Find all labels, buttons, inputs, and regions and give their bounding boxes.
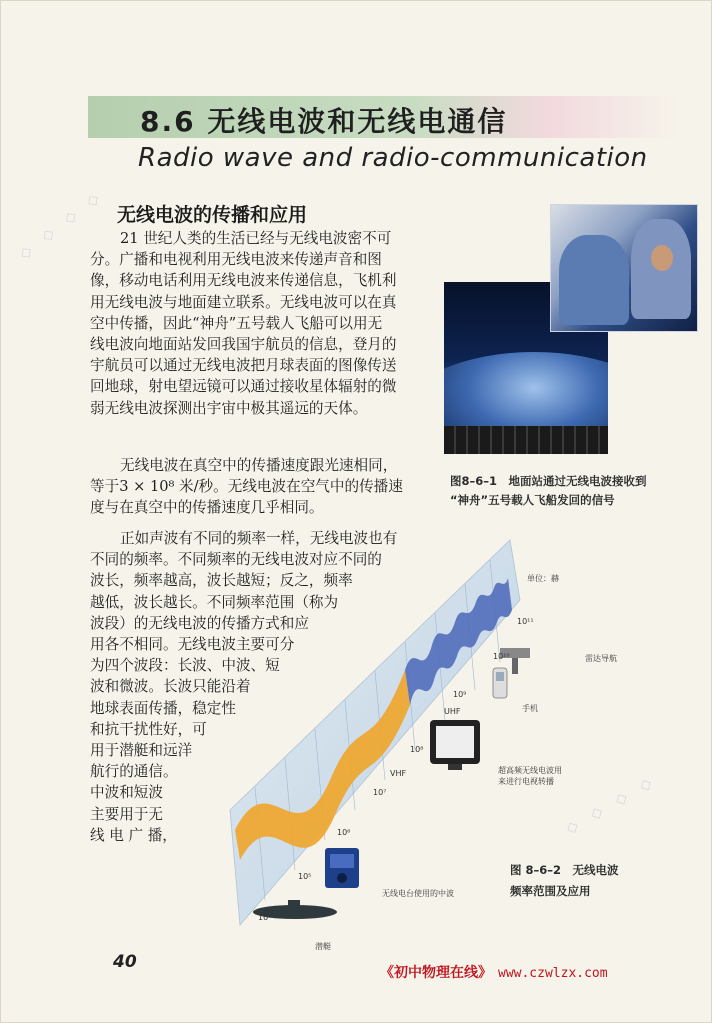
text-line: 用无线电波与地面建立联系。无线电波可以在真 (90, 293, 397, 311)
astronaut-inset-photo (550, 204, 698, 332)
label-radar-navigation: 雷达导航 (585, 654, 617, 663)
astronaut-suit (559, 235, 629, 325)
text-line: 弱无线电波探测出宇宙中极其遥远的天体。 (90, 399, 368, 417)
footer-site-link[interactable] (380, 962, 608, 982)
text-line: 为四个波段：长波、中波、短 (90, 657, 280, 675)
text-line: 线 电 广 播， (90, 826, 177, 844)
text-line: 用于潜艇和远洋 (90, 742, 193, 760)
figure2-caption (510, 860, 619, 902)
mobile-phone-icon (493, 668, 507, 698)
frequency-tick: 10⁹ (453, 690, 467, 699)
label-tv-relay-line2: 来进行电视转播 (498, 777, 554, 786)
text-line: 地球表面传播，稳定性 (90, 699, 236, 717)
television-icon (430, 720, 480, 770)
figure1-caption (450, 472, 690, 510)
watermark-right: ◇ ◇ ◇ ◇ (562, 770, 661, 838)
frequency-tick: 10⁶ (337, 828, 351, 837)
text-line: 等于3 × 10⁸ 米/秒。无线电波在空气中的传播速 (90, 478, 403, 496)
band-label-uhf: UHF (444, 707, 461, 716)
caption-line: “神舟”五号载人飞船发回的信号 (450, 493, 615, 507)
frequency-tick: 10⁴ (258, 913, 272, 922)
control-room-desks (444, 426, 608, 454)
text-line: 宇航员可以通过无线电波把月球表面的图像传送 (90, 357, 397, 375)
frequency-tick: 10¹⁰ (493, 652, 510, 661)
page-subtitle-english: Radio wave and radio-communication (138, 143, 648, 173)
text-line: 用各不相同。无线电波主要可分 (90, 636, 295, 654)
label-medium-wave-radio: 无线电台使用的中波 (382, 889, 454, 898)
footer-site-name: 《初中物理在线》 (380, 965, 492, 981)
text-line: 波和微波。长波只能沿着 (90, 678, 251, 696)
text-line: 线电波向地面站发回我国宇航员的信息，登月的 (90, 336, 397, 354)
band-label-vhf: VHF (390, 769, 407, 778)
radio-spectrum-diagram (200, 530, 530, 930)
text-line: 正如声波有不同的频率一样，无线电波也有 (120, 530, 398, 547)
caption-line: 图8–6–1 地面站通过无线电波接收到 (450, 474, 647, 488)
text-line: 21 世纪人类的生活已经与无线电波密不可 (120, 230, 392, 247)
unit-label: 单位：赫 (527, 574, 559, 583)
frequency-tick: 10⁷ (373, 788, 387, 797)
page-title: 8.6 无线电波和无线电通信 (140, 105, 508, 138)
text-line: 和抗干扰性好，可 (90, 720, 207, 738)
frequency-tick: 10⁵ (298, 872, 312, 881)
text-line: 度与在真空中的传播速度几乎相同。 (90, 499, 324, 517)
caption-line: 图 8–6–2 无线电波 (510, 863, 619, 877)
text-line: 分。广播和电视利用无线电波来传递声音和图 (90, 251, 382, 269)
text-line: 回地球，射电望远镜可以通过接收星体辐射的微 (90, 378, 397, 396)
text-line: 像，移动电话利用无线电波来传递信息，飞机利 (90, 272, 397, 290)
footer-site-url[interactable]: www.czwlzx.com (498, 966, 608, 981)
astronaut-face (651, 245, 673, 271)
page-number: 40 (113, 952, 137, 972)
caption-line: 频率范围及应用 (510, 884, 591, 898)
text-line: 波段）的无线电波的传播方式和应 (90, 614, 309, 632)
text-line: 越低，波长越长。不同频率范围（称为 (90, 593, 339, 611)
text-line: 无线电波在真空中的传播速度跟光速相同， (120, 457, 398, 474)
text-line: 航行的通信。 (90, 763, 178, 781)
paragraph-propagation-speed (90, 455, 435, 519)
text-line: 空中传播，因此“神舟”五号载人飞船可以用无 (90, 314, 383, 332)
text-line: 主要用于无 (90, 805, 163, 823)
paragraph-radio-applications (90, 228, 435, 419)
radio-icon (325, 848, 359, 888)
section-heading: 无线电波的传播和应用 (117, 204, 308, 226)
text-line: 中波和短波 (90, 784, 163, 802)
frequency-tick: 10¹¹ (517, 617, 534, 626)
label-mobile-phone: 手机 (522, 704, 538, 713)
label-submarine: 潜艇 (315, 942, 331, 951)
watermark-left: ◇ ◇ ◇ ◇ (15, 185, 108, 263)
text-line: 不同的频率。不同频率的无线电波对应不同的 (90, 551, 382, 569)
text-line: 波长，频率越高，波长越短；反之，频率 (90, 572, 353, 590)
label-tv-relay-line1: 超高频无线电波用 (498, 766, 562, 775)
frequency-tick: 10⁸ (410, 745, 424, 754)
